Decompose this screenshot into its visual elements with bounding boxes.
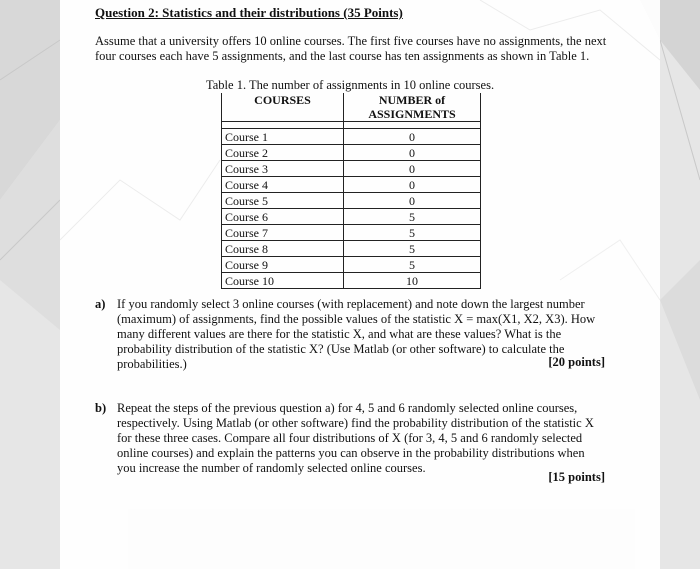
part-b-points: [15 points] [548,470,605,484]
assignment-count-cell: 10 [344,273,481,289]
course-name-cell: Course 4 [222,177,344,193]
course-name-cell: Course 2 [222,145,344,161]
course-name-cell: Course 6 [222,209,344,225]
table-row [222,193,481,209]
question-title: Question 2: Statistics and their distributions (35 Points) [95,5,403,20]
part-a-points: [20 points] [548,355,605,369]
table-caption: Table 1. The number of assignments in 10 online courses. [206,78,495,92]
column-header-assignments: NUMBER of ASSIGNMENTS [344,93,481,122]
course-name-cell: Course 3 [222,161,344,177]
table-row [222,129,481,145]
question-intro: Assume that a university offers 10 online courses. The first five courses have no assignments, the next four courses each have 5 assignments, and the last course has ten assignments as shown in Table 1. [95,34,607,63]
part-a-text: If you randomly select 3 online courses (with replacement) and note down the largest number (maximum) of assignments, find the possible values of the statistic X = max(X1, X2, X3). How many different values are there for the statistic X, and what are these values? What is the probability distribution of the statistic X? (Use Matlab (or other software) to calculate the probabilities.) [117,297,596,371]
course-name-cell: Course 1 [222,129,344,145]
table-row [222,225,481,241]
table-row [222,241,481,257]
assignment-count-cell: 0 [344,177,481,193]
assignment-count-cell: 0 [344,161,481,177]
course-name-cell: Course 8 [222,241,344,257]
course-name-cell: Course 5 [222,193,344,209]
table-row [222,273,481,289]
column-header-courses: COURSES [222,93,344,122]
table-body [222,129,481,289]
assignment-count-cell: 0 [344,193,481,209]
table-row [222,209,481,225]
part-b-text: Repeat the steps of the previous question a) for 4, 5 and 6 randomly selected online courses, respectively. Using Matlab (or other software) find the probability distribution of the statistic X for these three cases. Compare all four distributions of X (for 3, 4, 5 and 6 randomly selected online courses) and explain the patterns you can observe in the probability distributions when you increase the number of randomly selected online courses. [117,401,594,475]
assignment-count-cell: 5 [344,209,481,225]
table-row [222,145,481,161]
assignment-count-cell: 5 [344,257,481,273]
course-name-cell: Course 10 [222,273,344,289]
part-b-label: b) [95,401,107,415]
assignment-count-cell: 5 [344,241,481,257]
assignment-count-cell: 0 [344,145,481,161]
course-name-cell: Course 9 [222,257,344,273]
assignment-count-cell: 0 [344,129,481,145]
assignment-count-cell: 5 [344,225,481,241]
part-a-label: a) [95,297,106,311]
header-spacer [222,122,481,129]
course-name-cell: Course 7 [222,225,344,241]
table-row [222,177,481,193]
assignments-table [221,93,481,289]
table-row [222,257,481,273]
table-header-row [222,93,481,122]
table-row [222,161,481,177]
